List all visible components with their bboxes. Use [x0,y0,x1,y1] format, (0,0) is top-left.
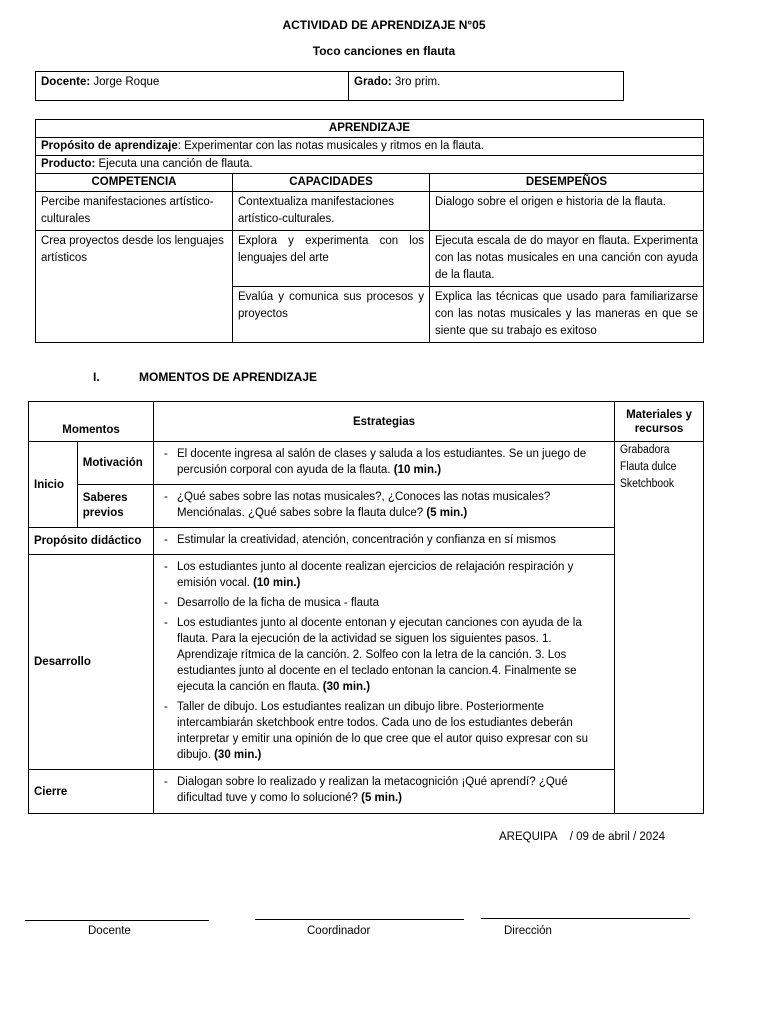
signature-line-docente [25,920,209,921]
producto-value: Ejecuta una canción de flauta. [98,158,253,170]
cierre-label: Cierre [29,770,154,814]
proposito-didactico-label: Propósito didáctico [29,528,154,555]
col-desempenos: DESEMPEÑOS [430,174,704,192]
saberes-cell [154,485,615,528]
info-table [35,71,624,101]
motivacion-cell [154,442,615,485]
place-date: AREQUIPA / 09 de abril / 2024 [499,831,665,843]
proposito-didactico-item: - Estimular la creatividad, atención, concentración y confianza en sí mismos [159,532,609,548]
signature-label-direccion: Dirección [504,925,552,937]
motivacion-item [159,446,609,478]
col-estrategias: Estrategias [154,402,615,442]
proposito-label: Propósito de aprendizaje [41,140,178,152]
section-number: I. [93,370,100,384]
desarrollo-item [159,595,609,611]
desempeno-2: Ejecuta escala de do mayor en flauta. Experimenta con las notas musicales en una canción con ayuda de la flauta. [430,231,704,287]
motivacion-text: El docente ingresa al salón de clases y saluda a los estudiantes. Se un juego de percusión corporal con ayuda de la flauta. [177,448,587,476]
docente-cell [36,72,349,101]
signature-label-coordinador: Coordinador [307,925,371,937]
saberes-time: (5 min.) [426,507,468,519]
desarrollo-time: (10 min.) [253,577,301,589]
competencia-1: Percibe manifestaciones artístico-culturales [36,192,233,231]
desarrollo-item [159,615,609,695]
saberes-text: ¿Qué sabes sobre las notas musicales?, ¿Conoces las notas musicales? Menciónalas. ¿Qué sabes sobre la flauta dulce? [177,491,551,519]
inicio-label: Inicio [29,442,78,528]
saberes-item [159,489,609,521]
motivacion-label: Motivación [77,442,153,485]
grado-label: Grado: [354,76,392,88]
desarrollo-text: Taller de dibujo. Los estudiantes realizan un dibujo libre. Posteriormente intercambiarán sketchbook entre todos. Cada uno de los estudiantes deberán interpretar y emitir una opinión de lo que cree que el autor quiso expresar con su dibujo. [177,701,589,761]
desarrollo-text: Desarrollo de la ficha de musica - flauta [177,597,379,609]
producto-label: Producto: [41,158,96,170]
cierre-item [159,774,609,806]
document-subtitle: Toco canciones en flauta [312,44,456,58]
competencia-2: Crea proyectos desde los lenguajes artísticos [36,231,233,343]
col-materiales: Materiales y recursos [615,402,704,442]
saberes-label: Saberes previos [77,485,153,528]
docente-value: Jorge Roque [93,76,160,88]
aprendizaje-table [35,119,704,343]
desempeno-3: Explica las técnicas que usado para familiarizarse con las notas musicales y las maneras en que se siente que su trabajo es exitoso [430,287,704,343]
proposito-row [36,138,704,156]
signature-line-direccion [481,918,690,919]
desarrollo-item [159,559,609,591]
cierre-text: Dialogan sobre lo realizado y realizan la metacognición ¡Qué aprendí? ¿Qué dificultad tuve y como lo solucioné? [177,776,568,804]
col-momentos: Momentos [29,402,154,442]
capacidad-3: Evalúa y comunica sus procesos y proyectos [233,287,430,343]
material-item: Sketchbook [620,478,675,490]
aprendizaje-heading: APRENDIZAJE [36,120,704,138]
momentos-table [28,401,704,814]
desarrollo-text: Los estudiantes junto al docente realizan ejercicios de relajación respiración y emisión vocal. [177,561,574,589]
docente-label: Docente: [41,76,91,88]
desarrollo-time: (30 min.) [214,749,262,761]
proposito-didactico-cell [154,528,615,555]
desarrollo-item [159,699,609,763]
materiales-cell [615,442,704,814]
desempeno-1: Dialogo sobre el origen e historia de la flauta. [430,192,704,231]
motivacion-time: (10 min.) [393,464,442,476]
col-capacidades: CAPACIDADES [233,174,430,192]
cierre-cell [154,770,615,814]
material-item: Flauta dulce [620,461,677,473]
grado-cell [349,72,624,101]
signature-label-docente: Docente [88,925,131,937]
capacidad-2: Explora y experimenta con los lenguajes del arte [233,231,430,287]
cierre-time: (5 min.) [361,792,402,804]
desarrollo-cell [154,555,615,770]
col-competencia: COMPETENCIA [36,174,233,192]
desarrollo-label: Desarrollo [29,555,154,770]
capacidad-1: Contextualiza manifestaciones artístico-culturales. [233,192,430,231]
grado-value: 3ro prim. [394,76,441,88]
document-title: ACTIVIDAD DE APRENDIZAJE N°05 [282,18,486,32]
desarrollo-text: Los estudiantes junto al docente entonan y ejecutan canciones con ayuda de la flauta. Para la ejecución de la actividad se siguen los siguientes pasos. 1. Aprendizaje rítmica de la canción. 2. Solfeo con la letra de la canción. 3. Los estudiantes junto al docente en el teclado entonan la cancion.4. Finalmente se ejecuta la canción en flauta. [177,617,582,693]
section-title: MOMENTOS DE APRENDIZAJE [139,370,318,384]
producto-row [36,156,704,174]
material-item: Grabadora [620,444,670,456]
desarrollo-time: (30 min.) [322,681,371,693]
proposito-value: : Experimentar con las notas musicales y ritmos en la flauta. [177,140,484,152]
signature-line-coordinador [255,919,464,920]
